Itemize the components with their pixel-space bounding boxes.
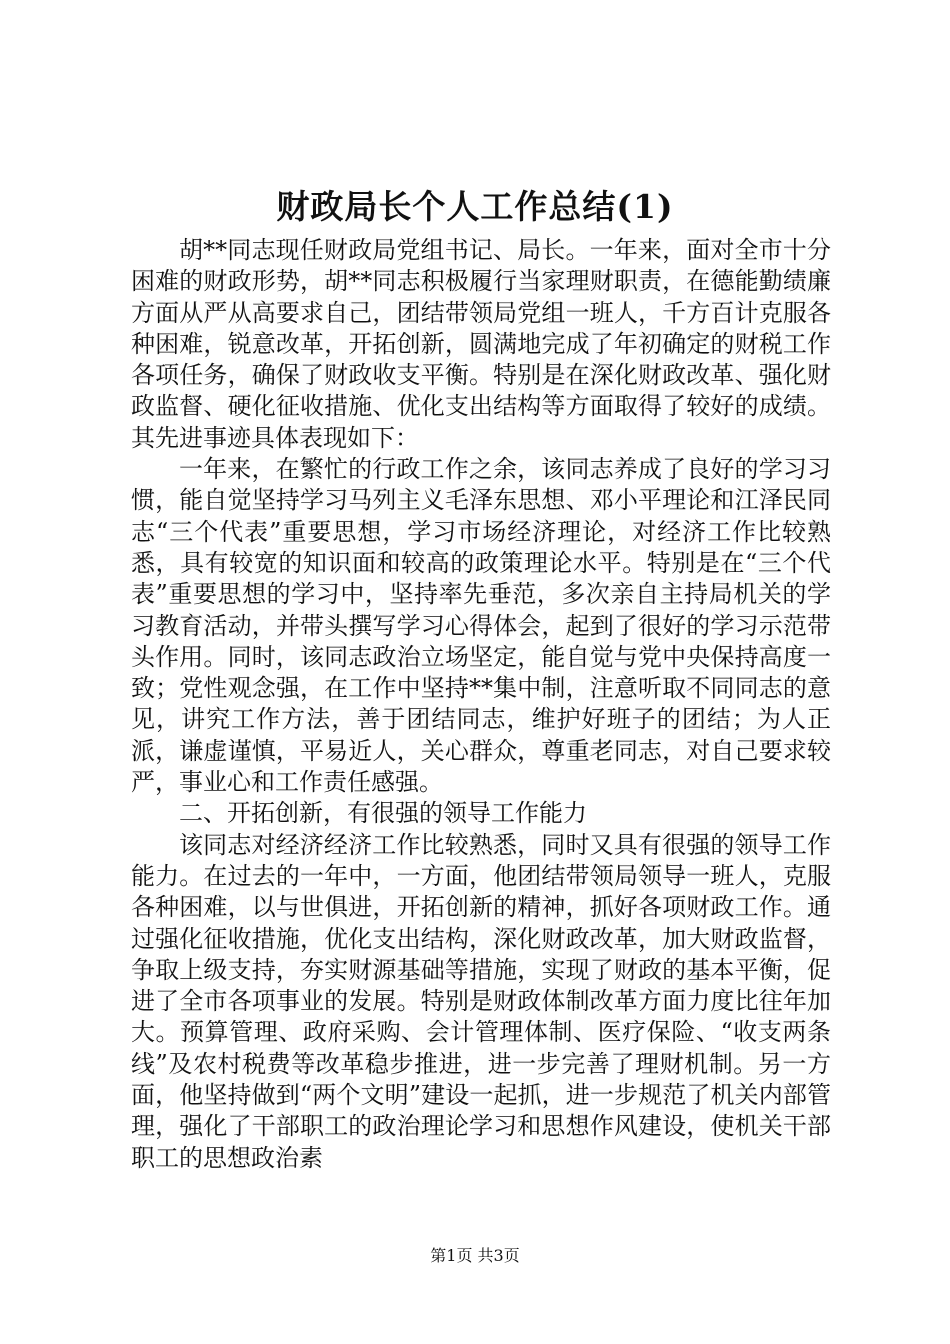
document-body (131, 235, 831, 1174)
paragraph-intro: 胡**同志现任财政局党组书记、局长。一年来，面对全市十分困难的财政形势，胡**同志积极履行当家理财职责，在德能勤绩廉方面从严从高要求自己，团结带领局党组一班人，千方百计克服各种困难，锐意改革，开拓创新，圆满地完成了年初确定的财税工作各项任务，确保了财政收支平衡。特别是在深化财政改革、强化财政监督、硬化征收措施、优化支出结构等方面取得了较好的成绩。其先进事迹具体表现如下： (131, 236, 831, 452)
paragraph-leadership: 该同志对经济经济工作比较熟悉，同时又具有很强的领导工作能力。在过去的一年中，一方面，他团结带领局领导一班人，克服各种困难，以与世俱进，开拓创新的精神，抓好各项财政工作。通过强化征收措施，优化支出结构，深化财政改革，加大财政监督，争取上级支持，夯实财源基础等措施，实现了财政的基本平衡，促进了全市各项事业的发展。特别是财政体制改革方面力度比往年加大。预算管理、政府采购、会计管理体制、医疗保险、“收支两条线”及农村税费等改革稳步推进，进一步完善了理财机制。另一方面，他坚持做到“两个文明”建设一起抓，进一步规范了机关内部管理，强化了干部职工的政治理论学习和思想作风建设，使机关干部职工的思想政治素 (131, 830, 831, 1172)
section-heading: 二、开拓创新，有很强的领导工作能力 (179, 799, 587, 828)
document-title: 财政局长个人工作总结(1) (276, 187, 674, 226)
page-footer: 第1页 共3页 (430, 1246, 520, 1265)
paragraph-study: 一年来，在繁忙的行政工作之余，该同志养成了良好的学习习惯，能自觉坚持学习马列主义毛泽东思想、邓小平理论和江泽民同志“三个代表”重要思想，学习市场经济理论，对经济工作比较熟悉，具有较宽的知识面和较高的政策理论水平。特别是在“三个代表”重要思想的学习中，坚持率先垂范，多次亲自主持局机关的学习教育活动，并带头撰写学习心得体会，起到了很好的学习示范带头作用。同时，该同志政治立场坚定，能自觉与党中央保持高度一致；党性观念强，在工作中坚持**集中制，注意听取不同同志的意见，讲究工作方法，善于团结同志，维护好班子的团结；为人正派，谦虚谨慎，平易近人，关心群众，尊重老同志，对自己要求较严，事业心和工作责任感强。 (131, 455, 831, 797)
